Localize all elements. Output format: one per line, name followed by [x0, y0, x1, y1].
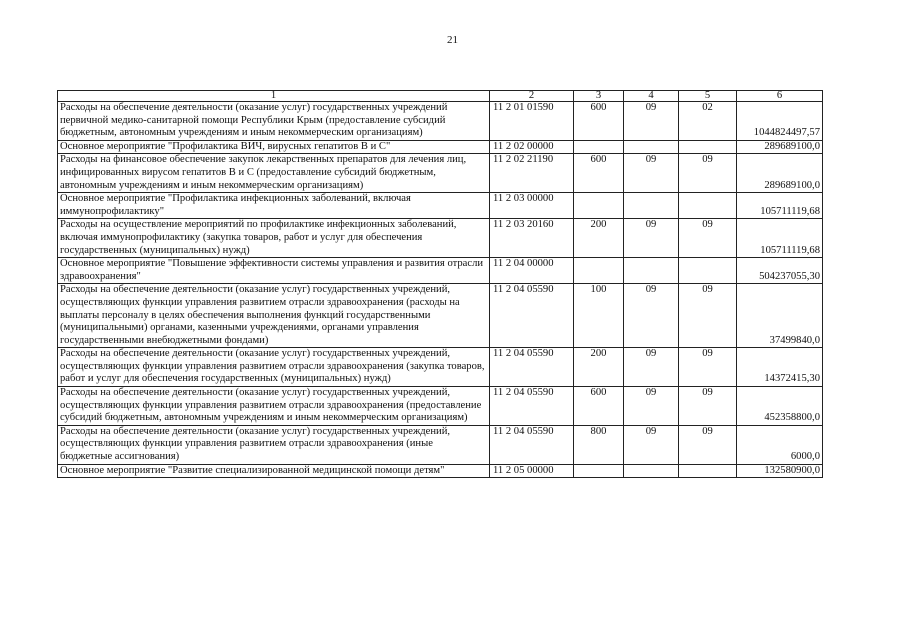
amount-value: 452358800,0 — [737, 387, 823, 426]
column-header: 2 — [490, 91, 574, 102]
table-row — [58, 464, 823, 478]
target-code: 11 2 04 05590 — [490, 387, 574, 426]
amount-value: 105711119,68 — [737, 193, 823, 219]
expense-type-code: 600 — [574, 102, 624, 141]
row-description: Расходы на обеспечение деятельности (оказание услуг) государственных учреждений, осуществляющих функции управления развитием отрасли здравоохранения (иные бюджетные ассигнования) — [58, 425, 490, 464]
row-description: Расходы на обеспечение деятельности (оказание услуг) государственных учреждений первичной медико-санитарной помощи Республики Крым (предоставление субсидий бюджетным, автономным учреждениям и иным некоммерческим организациям) — [58, 102, 490, 141]
subsection-code: 09 — [679, 219, 737, 258]
section-code: 09 — [624, 219, 679, 258]
section-code: 09 — [624, 348, 679, 387]
amount-value: 37499840,0 — [737, 284, 823, 348]
amount-value: 14372415,30 — [737, 348, 823, 387]
section-code — [624, 193, 679, 219]
row-description: Расходы на обеспечение деятельности (оказание услуг) государственных учреждений, осуществляющих функции управления развитием отрасли здравоохранения (предоставление субсидий бюджетным, автономным учреждениям и иным некоммерческим организациям) — [58, 387, 490, 426]
table-body — [58, 102, 823, 478]
subsection-code: 09 — [679, 425, 737, 464]
section-code: 09 — [624, 425, 679, 464]
row-description: Основное мероприятие "Повышение эффективности системы управления и развития отрасли здравоохранения" — [58, 258, 490, 284]
expense-type-code — [574, 140, 624, 154]
row-description: Расходы на обеспечение деятельности (оказание услуг) государственных учреждений, осуществляющих функции управления развитием отрасли здравоохранения (расходы на выплаты персоналу в целях обеспечения выполнения функций государственными (муниципальными) органами, казенными учреждениями, органами управления государственными внебюджетными фондами) — [58, 284, 490, 348]
row-description: Расходы на финансовое обеспечение закупок лекарственных препаратов для лечения лиц, инфицированных вирусом гепатитов В и С (предоставление субсидий бюджетным, автономным учреждениям и иным некоммерческим организациям) — [58, 154, 490, 193]
column-header: 6 — [737, 91, 823, 102]
amount-value: 289689100,0 — [737, 140, 823, 154]
subsection-code: 09 — [679, 348, 737, 387]
target-code: 11 2 03 00000 — [490, 193, 574, 219]
section-code: 09 — [624, 284, 679, 348]
target-code: 11 2 04 05590 — [490, 284, 574, 348]
expense-type-code: 100 — [574, 284, 624, 348]
column-header: 4 — [624, 91, 679, 102]
section-code: 09 — [624, 387, 679, 426]
subsection-code: 09 — [679, 284, 737, 348]
section-code — [624, 140, 679, 154]
expense-type-code — [574, 258, 624, 284]
amount-value: 105711119,68 — [737, 219, 823, 258]
section-code: 09 — [624, 102, 679, 141]
table-row — [58, 258, 823, 284]
table-row — [58, 387, 823, 426]
target-code: 11 2 04 05590 — [490, 348, 574, 387]
row-description: Основное мероприятие "Профилактика инфекционных заболеваний, включая иммунопрофилактику" — [58, 193, 490, 219]
row-description: Основное мероприятие "Профилактика ВИЧ, вирусных гепатитов В и С" — [58, 140, 490, 154]
amount-value: 504237055,30 — [737, 258, 823, 284]
expense-type-code: 600 — [574, 387, 624, 426]
target-code: 11 2 03 20160 — [490, 219, 574, 258]
table-row — [58, 348, 823, 387]
subsection-code — [679, 258, 737, 284]
target-code: 11 2 04 05590 — [490, 425, 574, 464]
target-code: 11 2 02 00000 — [490, 140, 574, 154]
row-description: Основное мероприятие "Развитие специализированной медицинской помощи детям" — [58, 464, 490, 478]
subsection-code: 09 — [679, 387, 737, 426]
amount-value: 132580900,0 — [737, 464, 823, 478]
table-row — [58, 154, 823, 193]
table-row — [58, 193, 823, 219]
expense-type-code: 600 — [574, 154, 624, 193]
target-code: 11 2 05 00000 — [490, 464, 574, 478]
row-description: Расходы на обеспечение деятельности (оказание услуг) государственных учреждений, осуществляющих функции управления развитием отрасли здравоохранения (закупка товаров, работ и услуг для обеспечения государственных (муниципальных) нужд) — [58, 348, 490, 387]
budget-table — [57, 90, 823, 478]
expense-type-code — [574, 464, 624, 478]
table-row — [58, 102, 823, 141]
amount-value: 6000,0 — [737, 425, 823, 464]
section-code — [624, 258, 679, 284]
expense-type-code: 200 — [574, 348, 624, 387]
target-code: 11 2 04 00000 — [490, 258, 574, 284]
table-row — [58, 284, 823, 348]
page-number: 21 — [447, 34, 458, 46]
subsection-code — [679, 193, 737, 219]
column-header: 3 — [574, 91, 624, 102]
target-code: 11 2 01 01590 — [490, 102, 574, 141]
section-code — [624, 464, 679, 478]
amount-value: 1044824497,57 — [737, 102, 823, 141]
table-header-row — [58, 91, 823, 102]
target-code: 11 2 02 21190 — [490, 154, 574, 193]
expense-type-code: 200 — [574, 219, 624, 258]
expense-type-code: 800 — [574, 425, 624, 464]
table-row — [58, 219, 823, 258]
subsection-code: 02 — [679, 102, 737, 141]
section-code: 09 — [624, 154, 679, 193]
row-description: Расходы на осуществление мероприятий по профилактике инфекционных заболеваний, включая иммунопрофилактику (закупка товаров, работ и услуг для обеспечения государственных (муниципальных) нужд) — [58, 219, 490, 258]
expense-type-code — [574, 193, 624, 219]
subsection-code: 09 — [679, 154, 737, 193]
column-header: 1 — [58, 91, 490, 102]
amount-value: 289689100,0 — [737, 154, 823, 193]
subsection-code — [679, 140, 737, 154]
subsection-code — [679, 464, 737, 478]
table-row — [58, 425, 823, 464]
column-header: 5 — [679, 91, 737, 102]
table-row — [58, 140, 823, 154]
